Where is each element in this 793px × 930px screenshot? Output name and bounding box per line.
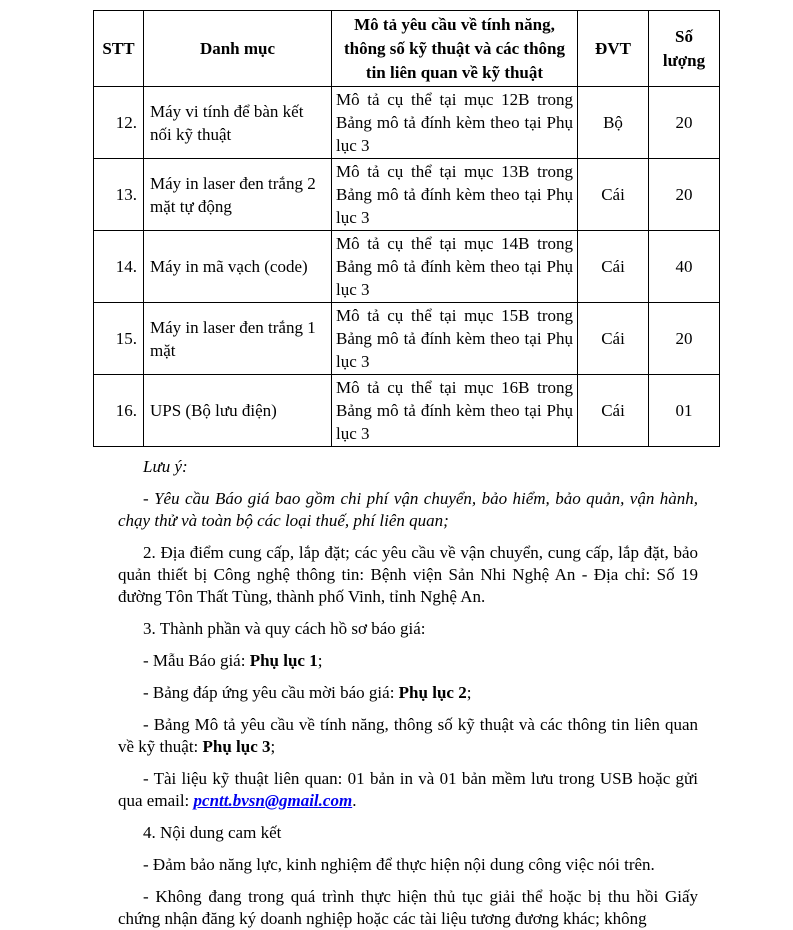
table-row bbox=[94, 87, 720, 159]
row-category: Máy in laser đen trắng 2 mặt tự động bbox=[144, 159, 332, 231]
row-stt: 12. bbox=[94, 87, 144, 159]
item-suffix: ; bbox=[270, 737, 276, 756]
row-stt: 14. bbox=[94, 231, 144, 303]
table-row bbox=[94, 159, 720, 231]
header-stt: STT bbox=[94, 11, 144, 87]
row-category: UPS (Bộ lưu điện) bbox=[144, 375, 332, 447]
item-suffix: . bbox=[352, 791, 357, 810]
equipment-table bbox=[93, 10, 720, 447]
row-description: Mô tả cụ thể tại mục 13B trong Bảng mô tả đính kèm theo tại Phụ lục 3 bbox=[332, 159, 578, 231]
appendix-ref: Phụ lục 2 bbox=[398, 683, 467, 702]
appendix-ref: Phụ lục 1 bbox=[249, 651, 318, 670]
row-category: Máy vi tính để bàn kết nối kỹ thuật bbox=[144, 87, 332, 159]
section-4-item-2: - Không đang trong quá trình thực hiện thủ tục giải thể hoặc bị thu hồi Giấy chứng nhận đăng ký doanh nghiệp hoặc các tài liệu tương đương khác; không bbox=[118, 887, 698, 928]
row-category: Máy in laser đen trắng 1 mặt bbox=[144, 303, 332, 375]
section-3-item-3 bbox=[118, 714, 698, 758]
row-description: Mô tả cụ thể tại mục 12B trong Bảng mô tả đính kèm theo tại Phụ lục 3 bbox=[332, 87, 578, 159]
note-label: Lưu ý: bbox=[143, 457, 188, 476]
row-quantity: 20 bbox=[649, 87, 720, 159]
row-unit: Cái bbox=[578, 375, 649, 447]
header-category: Danh mục bbox=[144, 11, 332, 87]
item-text: - Tài liệu kỹ thuật liên quan: 01 bản in và 01 bản mềm lưu trong USB hoặc gửi qua email: bbox=[118, 769, 698, 810]
section-2-text: 2. Địa điểm cung cấp, lắp đặt; các yêu cầu về vận chuyển, cung cấp, lắp đặt, bảo quản thiết bị Công nghệ thông tin: Bệnh viện Sản Nhi Nghệ An - Địa chỉ: Số 19 đường Tôn Thất Tùng, thành phố Vinh, tỉnh Nghệ An. bbox=[118, 543, 698, 606]
row-quantity: 01 bbox=[649, 375, 720, 447]
section-4-title: 4. Nội dung cam kết bbox=[143, 823, 282, 842]
row-unit: Bộ bbox=[578, 87, 649, 159]
row-quantity: 40 bbox=[649, 231, 720, 303]
row-quantity: 20 bbox=[649, 159, 720, 231]
section-4-item-1: - Đảm bảo năng lực, kinh nghiệm để thực hiện nội dung công việc nói trên. bbox=[143, 855, 655, 874]
row-stt: 13. bbox=[94, 159, 144, 231]
row-unit: Cái bbox=[578, 231, 649, 303]
table-row bbox=[94, 303, 720, 375]
item-text: - Bảng đáp ứng yêu cầu mời báo giá: bbox=[143, 683, 399, 702]
item-text: - Mẫu Báo giá: bbox=[143, 651, 250, 670]
item-text: - Bảng Mô tả yêu cầu về tính năng, thông số kỹ thuật và các thông tin liên quan về kỹ thuật: bbox=[118, 715, 698, 756]
row-description: Mô tả cụ thể tại mục 14B trong Bảng mô tả đính kèm theo tại Phụ lục 3 bbox=[332, 231, 578, 303]
email-link[interactable]: pcntt.bvsn@gmail.com bbox=[193, 791, 353, 810]
section-3-title: 3. Thành phần và quy cách hồ sơ báo giá: bbox=[143, 619, 426, 638]
row-category: Máy in mã vạch (code) bbox=[144, 231, 332, 303]
row-unit: Cái bbox=[578, 159, 649, 231]
section-3-item-2 bbox=[118, 682, 698, 704]
table-row bbox=[94, 375, 720, 447]
item-suffix: ; bbox=[466, 683, 472, 702]
row-stt: 16. bbox=[94, 375, 144, 447]
row-stt: 15. bbox=[94, 303, 144, 375]
row-unit: Cái bbox=[578, 303, 649, 375]
row-quantity: 20 bbox=[649, 303, 720, 375]
appendix-ref: Phụ lục 3 bbox=[202, 737, 271, 756]
header-description: Mô tả yêu cầu về tính năng, thông số kỹ thuật và các thông tin liên quan về kỹ thuật bbox=[332, 11, 578, 87]
row-description: Mô tả cụ thể tại mục 15B trong Bảng mô tả đính kèm theo tại Phụ lục 3 bbox=[332, 303, 578, 375]
header-quantity: Số lượng bbox=[649, 11, 720, 87]
table-row bbox=[94, 231, 720, 303]
document-body bbox=[118, 456, 698, 930]
item-suffix: ; bbox=[317, 651, 323, 670]
section-3-item-4 bbox=[118, 768, 698, 812]
table-header-row bbox=[94, 11, 720, 87]
section-3-item-1 bbox=[118, 650, 698, 672]
row-description: Mô tả cụ thể tại mục 16B trong Bảng mô tả đính kèm theo tại Phụ lục 3 bbox=[332, 375, 578, 447]
note-item: - Yêu cầu Báo giá bao gồm chi phí vận chuyển, bảo hiểm, bảo quản, vận hành, chạy thử và toàn bộ các loại thuế, phí liên quan; bbox=[118, 489, 698, 530]
header-unit: ĐVT bbox=[578, 11, 649, 87]
